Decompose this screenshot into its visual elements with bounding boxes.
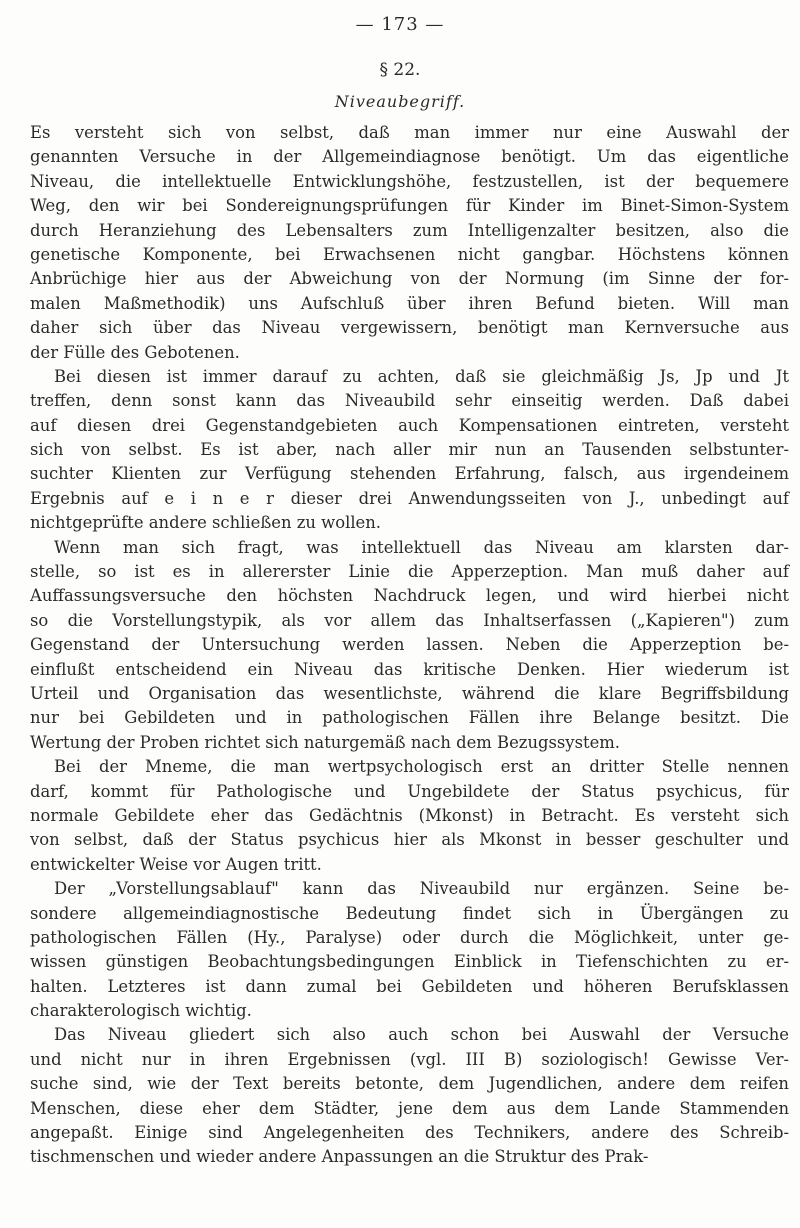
text-line: nur bei Gebildeten und in pathologischen Fällen ihre Belange besitzt. Die — [30, 708, 789, 728]
text-line: Bei der Mneme, die man wertpsychologisch erst an dritter Stelle nennen — [54, 757, 789, 777]
paragraph — [30, 1023, 789, 1169]
text-line: sich von selbst. Es ist aber, nach aller mir nun an Tausenden selbstunter- — [30, 440, 789, 460]
text-line: Wenn man sich fragt, was intellektuell das Niveau am klarsten dar- — [54, 537, 789, 557]
text-line: so die Vorstellungstypik, als vor allem das Inhaltserfassen („Kapieren") zum — [30, 610, 789, 630]
text-line: angepaßt. Einige sind Angelegenheiten des Technikers, andere des Schreib- — [30, 1123, 789, 1143]
body-text — [30, 121, 789, 1170]
text-line: suche sind, wie der Text bereits betonte, dem Jugendlichen, andere dem reifen — [30, 1074, 789, 1094]
paragraph — [30, 536, 789, 756]
text-line: Bei diesen ist immer darauf zu achten, daß sie gleichmäßig Js, Jp und Jt — [54, 366, 789, 386]
text-line: normale Gebildete eher das Gedächtnis (Mkonst) in Betracht. Es versteht sich — [30, 805, 789, 825]
section-number: § 22. — [379, 60, 421, 80]
text-line: wissen günstigen Beobachtungsbedingungen Einblick in Tiefenschichten zu er- — [30, 952, 789, 972]
paragraph — [30, 121, 789, 365]
text-line: halten. Letzteres ist dann zumal bei Gebildeten und höheren Berufsklassen — [30, 976, 789, 996]
page-number: — 173 — — [355, 14, 445, 35]
text-line: daher sich über das Niveau vergewissern, benötigt man Kernversuche aus — [30, 318, 789, 338]
text-line: genannten Versuche in der Allgemeindiagnose benötigt. Um das eigentliche — [30, 147, 789, 167]
text-line: treffen, denn sonst kann das Niveaubild sehr einseitig werden. Daß dabei — [30, 391, 789, 411]
paragraph — [30, 877, 789, 1023]
text-line: genetische Komponente, bei Erwachsenen nicht gangbar. Höchstens können — [30, 244, 789, 264]
text-line: und nicht nur in ihren Ergebnissen (vgl. III B) soziologisch! Gewisse Ver- — [30, 1049, 789, 1069]
paragraph — [30, 755, 789, 877]
text-line: Es versteht sich von selbst, daß man immer nur eine Auswahl der — [30, 123, 789, 142]
text-line: stelle, so ist es in allererster Linie die Apperzeption. Man muß daher auf — [30, 562, 789, 582]
text-line: Wertung der Proben richtet sich naturgemäß nach dem Bezugssystem. — [30, 732, 621, 752]
text-line: Das Niveau gliedert sich also auch schon bei Auswahl der Versuche — [54, 1025, 789, 1045]
text-line: Der „Vorstellungsablauf" kann das Niveaubild nur ergänzen. Seine be- — [54, 879, 789, 899]
text-line: darf, kommt für Pathologische und Ungebildete der Status psychicus, für — [30, 781, 789, 801]
text-line: Weg, den wir bei Sondereignungsprüfungen für Kinder im Binet-Simon-System — [30, 196, 789, 216]
text-line: nichtgeprüfte andere schließen zu wollen. — [30, 513, 382, 533]
text-line: auf diesen drei Gegenstandgebieten auch Kompensationen eintreten, versteht — [30, 415, 789, 435]
section-title: Niveaubegriff. — [334, 92, 466, 111]
text-line: durch Heranziehung des Lebensalters zum Intelligenzalter besitzen, also die — [30, 220, 789, 240]
text-line: Gegenstand der Untersuchung werden lassen. Neben die Apperzeption be- — [30, 635, 789, 655]
text-line: von selbst, daß der Status psychicus hier als Mkonst in besser geschulter und — [30, 830, 789, 850]
text-line: malen Maßmethodik) uns Aufschluß über ihren Befund bieten. Will man — [30, 293, 789, 313]
text-line: einflußt entscheidend ein Niveau das kritische Denken. Hier wiederum ist — [30, 659, 789, 679]
text-line: entwickelter Weise vor Augen tritt. — [30, 854, 322, 874]
text-line: pathologischen Fällen (Hy., Paralyse) oder durch die Möglichkeit, unter ge- — [30, 927, 789, 947]
paragraph — [30, 365, 789, 536]
text-line: Urteil und Organisation das wesentlichste, während die klare Begriffsbildung — [30, 683, 789, 703]
text-line: Menschen, diese eher dem Städter, jene dem aus dem Lande Stammenden — [30, 1098, 789, 1118]
text-line: tischmenschen und wieder andere Anpassungen an die Struktur des Prak- — [30, 1147, 649, 1167]
text-line: Niveau, die intellektuelle Entwicklungshöhe, festzustellen, ist der bequemere — [30, 171, 789, 191]
text-line: Anbrüchige hier aus der Abweichung von der Normung (im Sinne der for- — [30, 269, 789, 289]
text-line: Auffassungsversuche den höchsten Nachdruck legen, und wird hierbei nicht — [30, 586, 789, 606]
text-line: suchter Klienten zur Verfügung stehenden Erfahrung, falsch, aus irgendeinem — [30, 464, 789, 484]
text-line: Ergebnis auf e i n e r dieser drei Anwendungsseiten von J., unbedingt auf — [30, 488, 789, 508]
text-line: sondere allgemeindiagnostische Bedeutung findet sich in Übergängen zu — [30, 903, 789, 923]
text-line: der Fülle des Gebotenen. — [30, 342, 240, 362]
text-line: charakterologisch wichtig. — [30, 1001, 252, 1021]
